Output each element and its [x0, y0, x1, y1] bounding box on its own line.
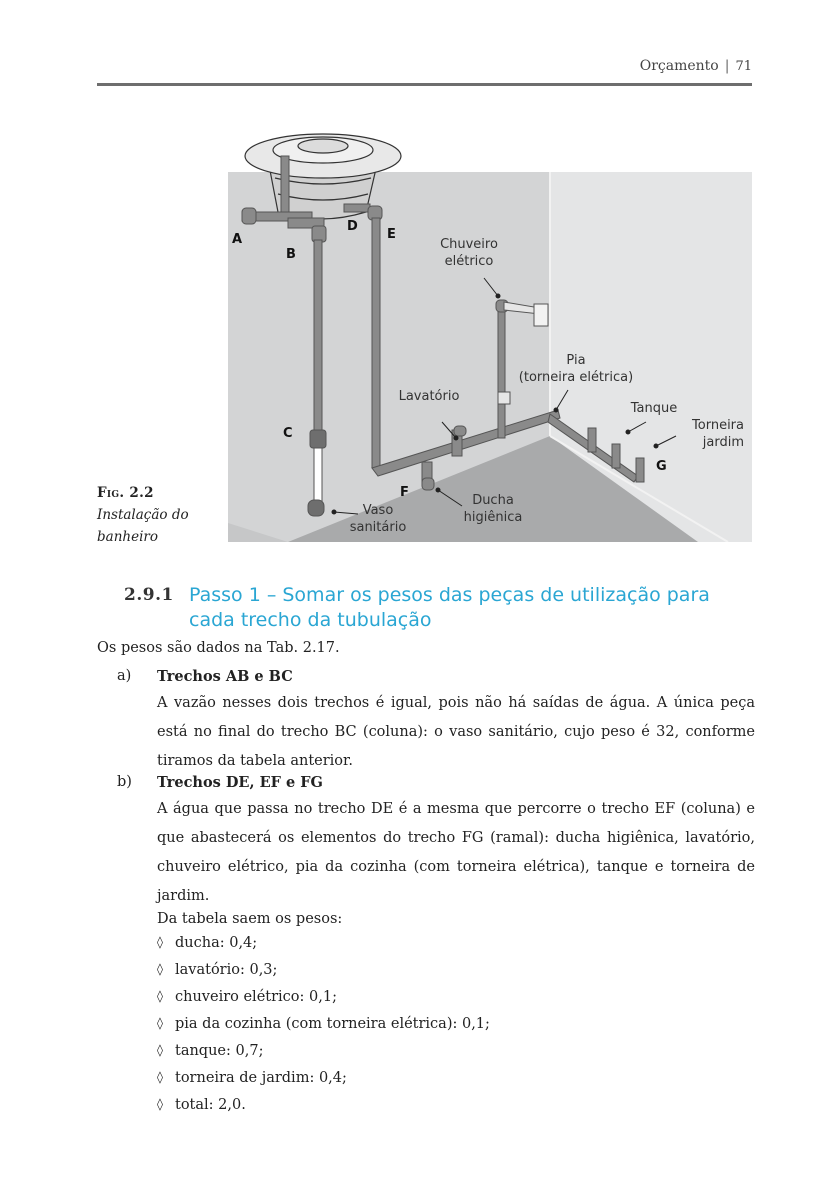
weight-item	[157, 935, 717, 963]
point-a-label: A	[232, 232, 243, 247]
weight-text: lavatório: 0,3;	[175, 962, 278, 978]
point-f-label: F	[400, 485, 409, 500]
section-number: 2.9.1	[124, 585, 174, 605]
item-a-marker: a)	[117, 668, 132, 684]
diamond-bullet-icon: ◊	[157, 1043, 163, 1057]
weight-item	[157, 1097, 717, 1125]
callout-vaso-sanitario	[346, 502, 410, 536]
weight-text: chuveiro elétrico: 0,1;	[175, 989, 337, 1005]
diamond-bullet-icon: ◊	[157, 1016, 163, 1030]
header-separator: |	[724, 58, 730, 74]
point-g-label: G	[656, 459, 667, 474]
section-title	[189, 583, 749, 633]
plumbing-diagram	[228, 128, 752, 542]
figure-caption	[97, 482, 227, 548]
callout-pia-line-1: Pia	[566, 353, 586, 368]
figure-label: Fig. 2.2	[97, 485, 154, 501]
item-a-paragraph: A vazão nesses dois trechos é igual, pois não há saídas de água. A única peça está no final do trecho BC (coluna): o vaso sanitário, cujo peso é 32, conforme tiramos da tabela anterior.	[157, 695, 755, 769]
figure-caption-line-2: banheiro	[97, 529, 158, 545]
callout-pia	[514, 352, 638, 386]
point-c-label: C	[283, 426, 293, 441]
page-number: 71	[735, 59, 752, 74]
item-a-heading: Trechos AB e BC	[157, 668, 293, 685]
intro-paragraph: Os pesos são dados na Tab. 2.17.	[97, 640, 340, 656]
callout-ducha-higienica	[458, 492, 528, 526]
weight-item	[157, 1043, 717, 1071]
callout-vaso-line-2: sanitário	[349, 520, 407, 535]
callout-tanque	[624, 400, 684, 417]
callout-vaso-line-1: Vaso	[362, 503, 394, 518]
weight-item	[157, 1070, 717, 1098]
diamond-bullet-icon: ◊	[157, 1097, 163, 1111]
diamond-bullet-icon: ◊	[157, 989, 163, 1003]
diamond-bullet-icon: ◊	[157, 935, 163, 949]
diamond-bullet-icon: ◊	[157, 962, 163, 976]
running-header	[97, 58, 752, 84]
callout-chuveiro	[432, 236, 506, 270]
callout-lavatorio	[396, 388, 462, 405]
callout-torneira-line-2: jardim	[702, 435, 744, 450]
callout-torneira-line-1: Torneira	[692, 418, 744, 433]
callout-chuveiro-line-1: Chuveiro	[440, 237, 498, 252]
point-e-label: E	[387, 227, 396, 242]
weight-item	[157, 962, 717, 990]
item-b-subintro: Da tabela saem os pesos:	[157, 911, 343, 927]
weight-text: tanque: 0,7;	[175, 1043, 264, 1059]
point-b-label: B	[286, 247, 296, 262]
item-b-paragraph: A água que passa no trecho DE é a mesma que percorre o trecho EF (coluna) e que abastecerá os elementos do trecho FG (ramal): ducha higiênica, lavatório, chuveiro elétrico, pia da cozinha (com torneira elétrica), tanque e torneira de jardim.	[157, 801, 755, 904]
diamond-bullet-icon: ◊	[157, 1070, 163, 1084]
weight-text: total: 2,0.	[175, 1097, 246, 1113]
plumbing-illustration	[228, 128, 752, 542]
chapter-title: Orçamento	[639, 58, 719, 74]
figure-caption-line-1: Instalação do	[97, 507, 189, 523]
weight-text: ducha: 0,4;	[175, 935, 258, 951]
point-d-label: D	[347, 219, 358, 234]
item-b-heading: Trechos DE, EF e FG	[157, 774, 323, 791]
weight-text: torneira de jardim: 0,4;	[175, 1070, 347, 1086]
callout-tanque-text: Tanque	[630, 401, 678, 416]
callout-lavatorio-text: Lavatório	[398, 389, 460, 404]
callout-ducha-line-2: higiênica	[463, 510, 523, 525]
callout-pia-line-2: (torneira elétrica)	[518, 370, 634, 385]
header-rule	[97, 83, 752, 86]
item-b-marker: b)	[117, 774, 132, 790]
weight-item	[157, 1016, 717, 1044]
section-title-line-2: cada trecho da tubulação	[189, 609, 432, 631]
weight-text: pia da cozinha (com torneira elétrica): 0,1;	[175, 1016, 490, 1032]
weight-item	[157, 989, 717, 1017]
callout-ducha-line-1: Ducha	[472, 493, 514, 508]
callout-torneira-jardim	[680, 417, 744, 451]
section-title-line-1: Passo 1 – Somar os pesos das peças de utilização para	[189, 584, 710, 606]
callout-chuveiro-line-2: elétrico	[444, 254, 494, 269]
